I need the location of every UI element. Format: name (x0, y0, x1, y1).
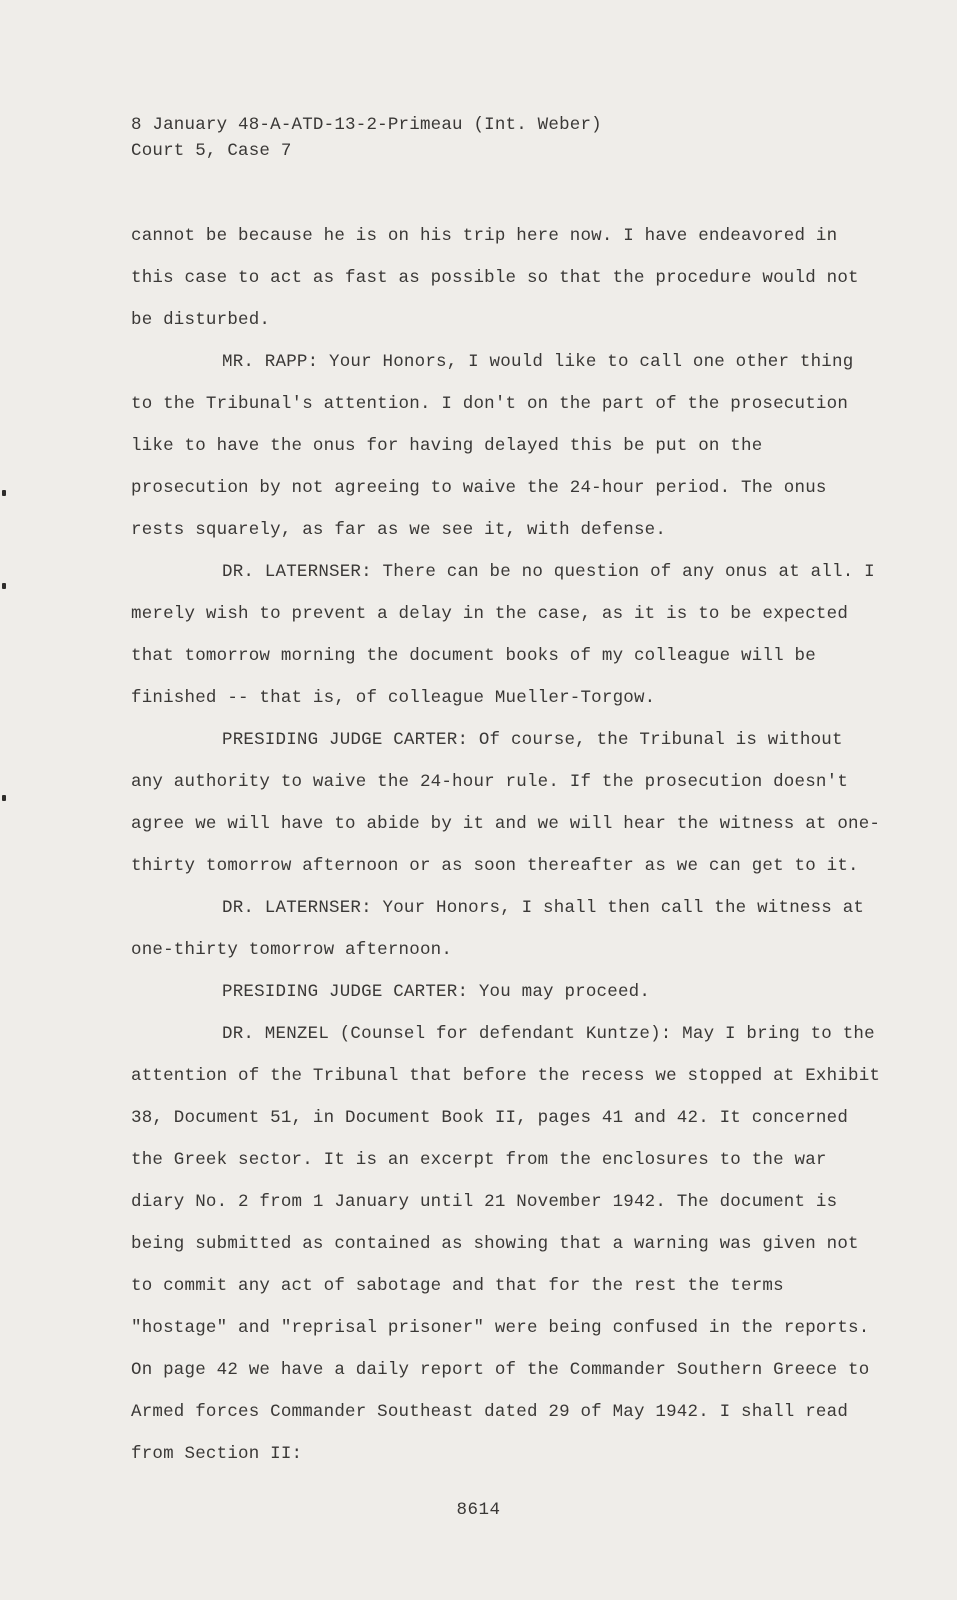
paragraph-judge-carter-1: PRESIDING JUDGE CARTER: Of course, the Tribunal is without any authority to waive the 24-hour rule. If the prosecution doesn't agree we will have to abide by it and we will hear the witness at one-thirty tomorrow afternoon or as soon thereafter as we can get to it. (131, 730, 881, 876)
binding-hole-mark (2, 583, 6, 589)
paragraph-laternser-2: DR. LATERNSER: Your Honors, I shall then call the witness at one-thirty tomorrow afternoon. (131, 898, 865, 960)
binding-hole-mark (2, 795, 6, 801)
paragraph-menzel: DR. MENZEL (Counsel for defendant Kuntze): May I bring to the attention of the Tribunal that before the recess we stopped at Exhibit 38, Document 51, in Document Book II, pages 41 and 42. It concerned the Greek sector. It is an excerpt from the enclosures to the war diary No. 2 from 1 January until 21 November 1942. The document is being submitted as contained as showing that a warning was given not to commit any act of sabotage and that for the rest the terms "hostage" and "reprisal prisoner" were being confused in the reports. On page 42 we have a daily report of the Commander Southern Greece to Armed forces Commander Southeast dated 29 of May 1942. I shall read from Section II: (131, 1024, 881, 1464)
paragraph-laternser-1: DR. LATERNSER: There can be no question of any onus at all. I merely wish to prevent a delay in the case, as it is to be expected that tomorrow morning the document books of my colleague will be finished -- that is, of colleague Mueller-Torgow. (131, 562, 875, 708)
transcript-body (131, 215, 883, 1475)
paragraph-continuation: cannot be because he is on his trip here now. I have endeavored in this case to act as fast as possible so that the procedure would not be disturbed. (131, 226, 859, 330)
document-header (131, 112, 602, 164)
paragraph-rapp: MR. RAPP: Your Honors, I would like to call one other thing to the Tribunal's attention. I don't on the part of the prosecution like to have the onus for having delayed this be put on the prosecution by not agreeing to waive the 24-hour period. The onus rests squarely, as far as we see it, with defense. (131, 352, 854, 540)
header-line-2: Court 5, Case 7 (131, 141, 292, 161)
paragraph-judge-carter-2: PRESIDING JUDGE CARTER: You may proceed. (222, 982, 651, 1002)
header-line-1: 8 January 48-A-ATD-13-2-Primeau (Int. Weber) (131, 115, 602, 135)
page-number: 8614 (456, 1500, 501, 1520)
binding-hole-mark (2, 490, 6, 496)
